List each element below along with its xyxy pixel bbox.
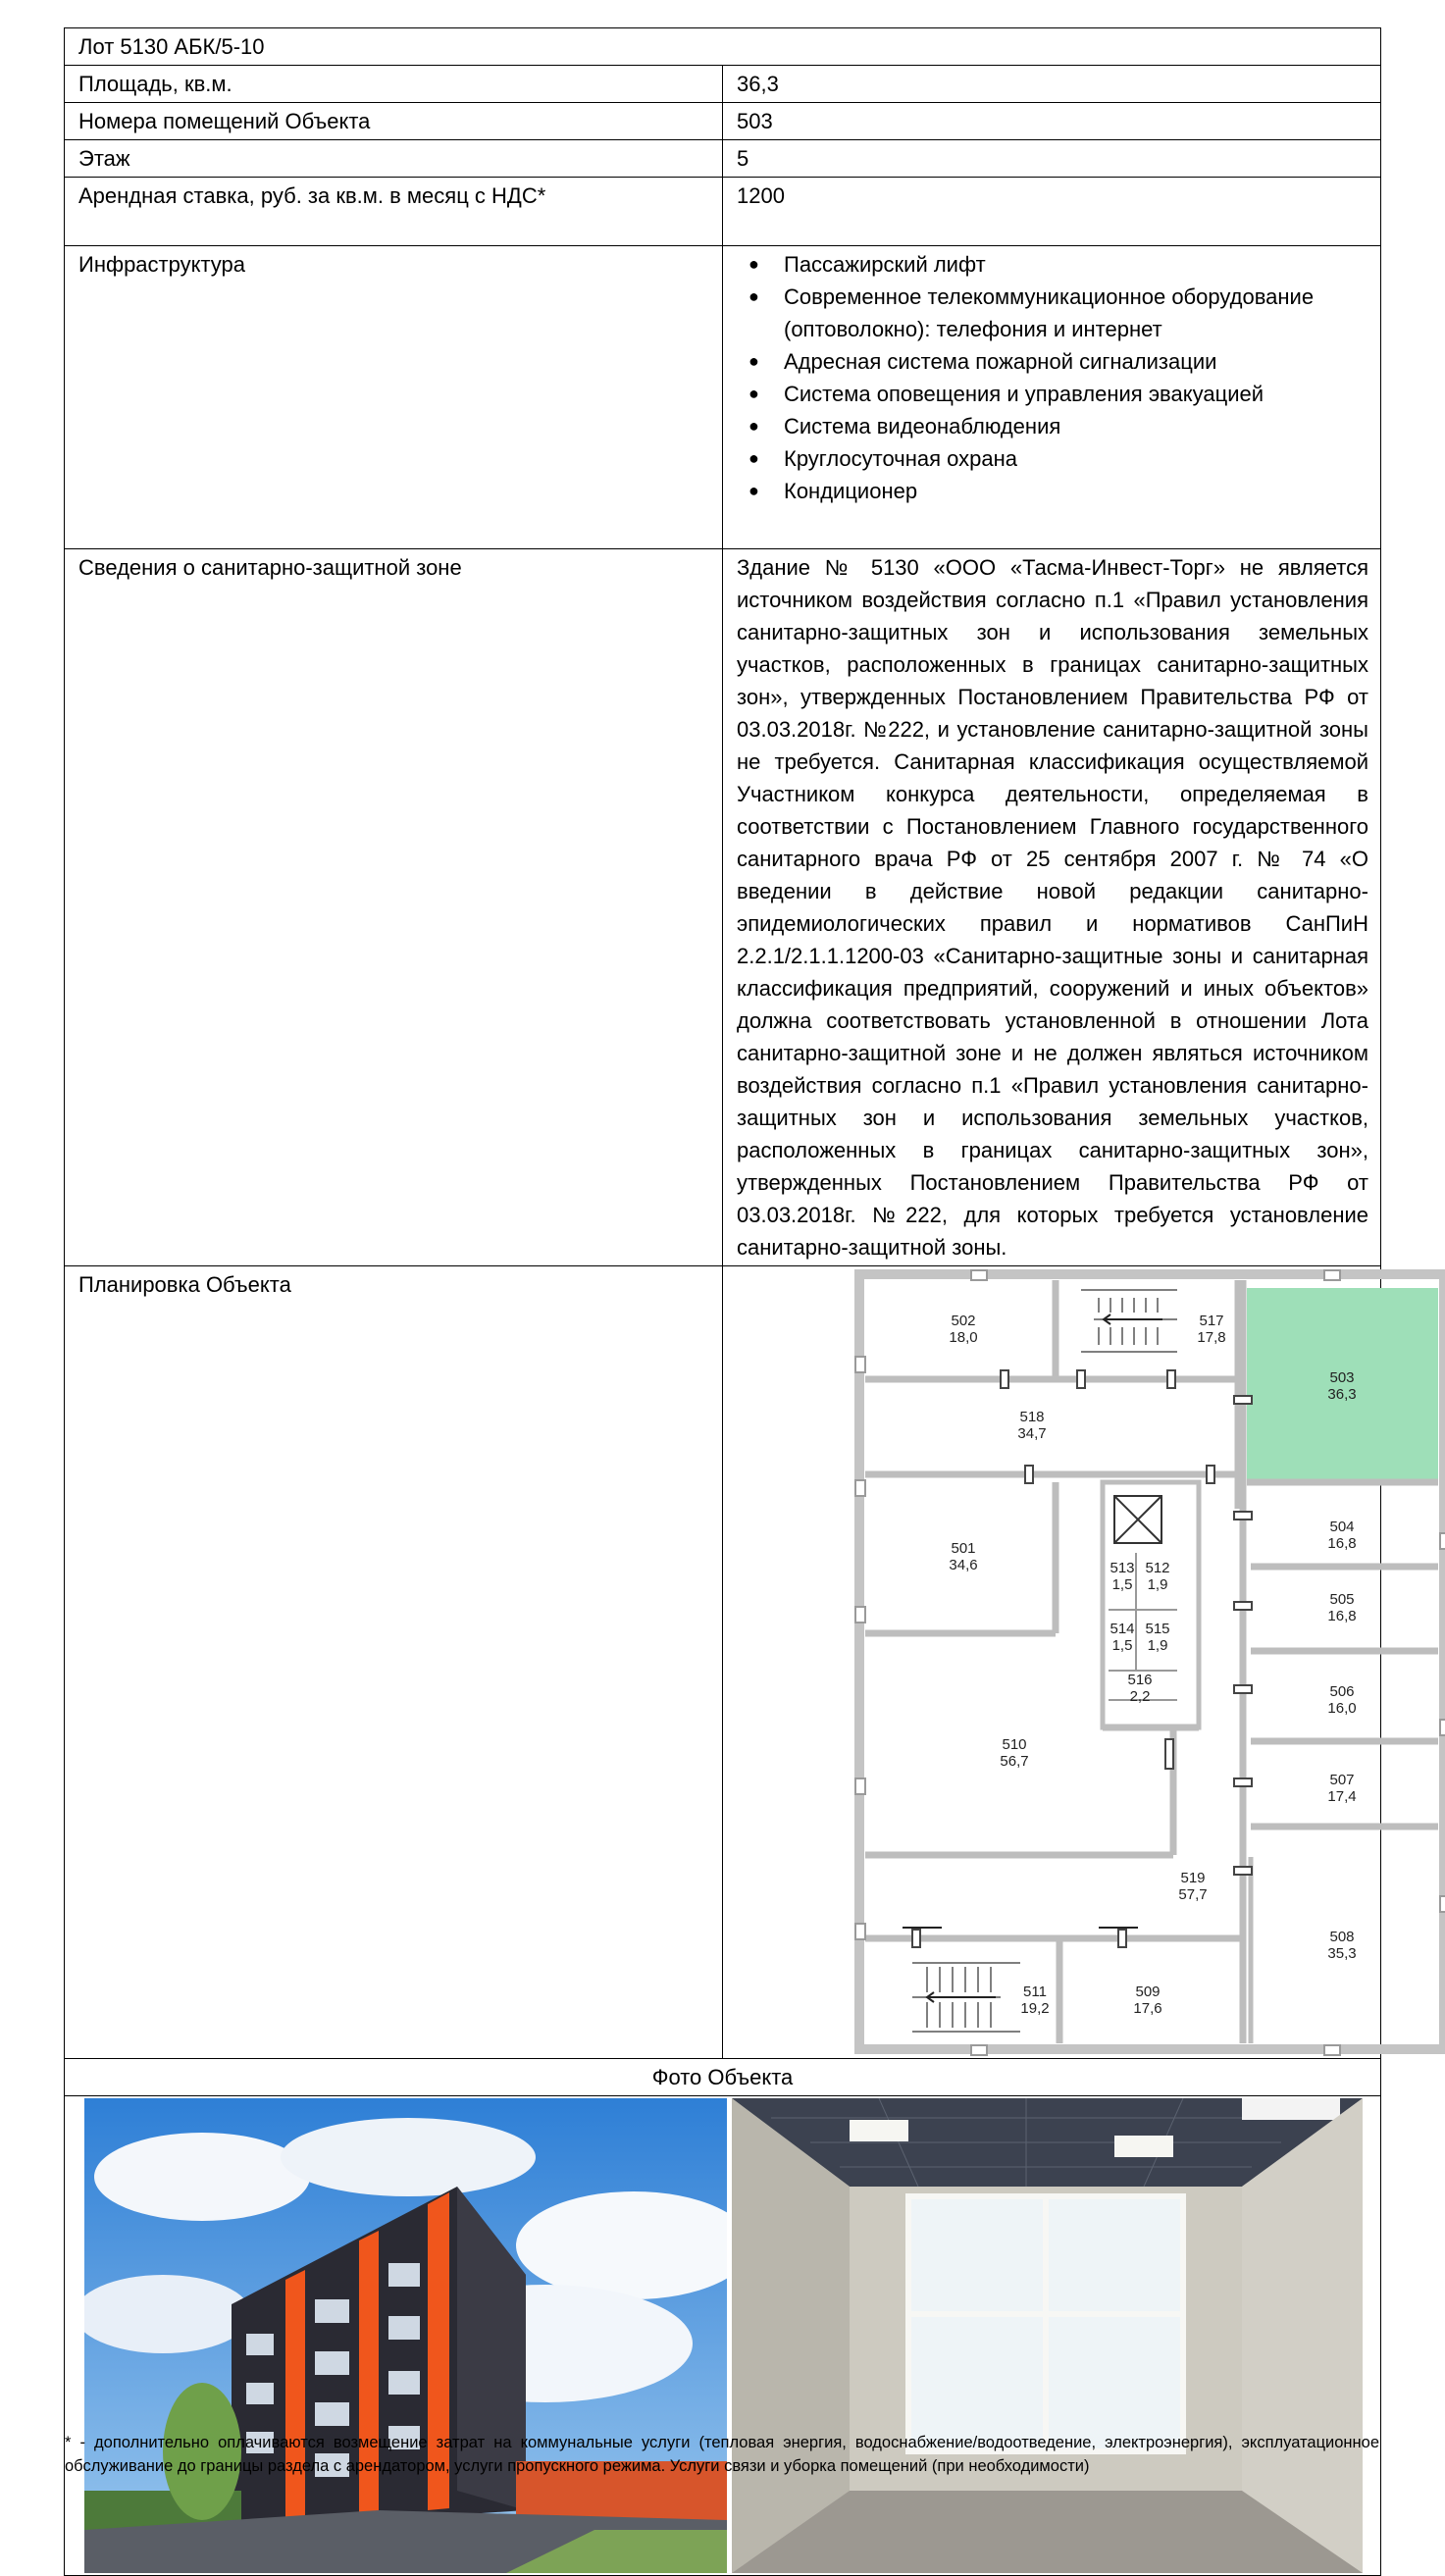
infrastructure-label: Инфраструктура <box>65 246 723 549</box>
sanitary-label: Сведения о санитарно-защитной зоне <box>65 549 723 1266</box>
footnote: * - дополнительно оплачиваются возмещение затрат на коммунальные услуги (тепловая энергия, водоснабжение/водоотведение, электроэнергия), эксплуатационное обслуживание до границы раздела с арендатором, услуги пропускного режима. Услуги связи и уборка помещений (при необходимости) <box>65 2434 1379 2475</box>
room-label-513: 513 1,5 <box>1110 1560 1135 1593</box>
room-label-511: 511 19,2 <box>1020 1984 1050 2017</box>
photos-cell <box>65 2096 1381 2576</box>
floor-value: 5 <box>723 140 1381 178</box>
area-value: 36,3 <box>723 66 1381 103</box>
list-item: ● Адресная система пожарной сигнализации <box>748 349 1217 374</box>
rooms-value: 503 <box>723 103 1381 140</box>
room-label-501: 501 34,6 <box>949 1540 978 1573</box>
room-label-514: 514 1,5 <box>1110 1621 1135 1654</box>
floor-plan <box>853 1268 1445 2057</box>
sanitary-text: Здание № 5130 «ООО «Тасма-Инвест-Торг» не является источником воздействия согласно п.1 «Правил установления санитарно-защитных зон и использования земельных участков, расположенных в границах санитарно-защитных зон», утвержденных Постановлением Правительства РФ от 03.03.2018г. №222, и установление санитарно-защитной зоны не требуется. Санитарная классификация осуществляемой Участником конкурса деятельности, определяемая в соответствии с Постановлением Главного государственного санитарного врача РФ от 25 сентября 2007 г. № 74 «О введении в действие новой редакции санитарно-эпидемиологических правил и нормативов СанПиН 2.2.1/2.1.1.1200-03 «Санитарно-защитные зоны и санитарная классификация предприятий, сооружений и иных объектов» должна соответствовать установленной в отношении Лота санитарно-защитной зоне и не должен являться источником воздействия согласно п.1 «Правил установления санитарно-защитных зон и использования земельных участков, расположенных в границах санитарно-защитных зон», утвержденных Постановлением Правительства РФ от 03.03.2018г. №222, для которых требуется установление санитарно-защитной зоны. <box>723 549 1381 1266</box>
list-item: ● Система видеонаблюдения <box>748 414 1061 438</box>
document <box>64 27 1381 2576</box>
room-label-509: 509 17,6 <box>1133 1984 1162 2017</box>
rooms-label: Номера помещений Объекта <box>65 103 723 140</box>
list-item: ● Пассажирский лифт <box>748 252 986 277</box>
room-label-512: 512 1,9 <box>1145 1560 1170 1593</box>
room-label-510: 510 56,7 <box>1000 1736 1029 1770</box>
list-item: ● Кондиционер <box>748 479 918 503</box>
rent-value: 1200 <box>723 178 1381 246</box>
room-label-519: 519 57,7 <box>1178 1870 1208 1903</box>
room-photo <box>732 2098 1363 2573</box>
floor-label: Этаж <box>65 140 723 178</box>
building-photo <box>84 2098 727 2573</box>
plan-cell <box>723 1266 1381 2059</box>
room-label-517: 517 17,8 <box>1197 1313 1226 1346</box>
room-label-503: 503 36,3 <box>1327 1369 1357 1403</box>
room-label-505: 505 16,8 <box>1327 1591 1357 1624</box>
photos-title: Фото Объекта <box>65 2059 1381 2096</box>
area-label: Площадь, кв.м. <box>65 66 723 103</box>
room-label-507: 507 17,4 <box>1327 1772 1357 1805</box>
list-item: ● Круглосуточная охрана <box>748 446 1017 471</box>
list-item: ● Современное телекоммуникационное оборудование (оптоволокно): телефония и интернет <box>748 284 1315 341</box>
room-label-502: 502 18,0 <box>949 1313 978 1346</box>
elevator-icon <box>1114 1496 1161 1543</box>
plan-label: Планировка Объекта <box>65 1266 723 2059</box>
room-label-515: 515 1,9 <box>1145 1621 1170 1654</box>
room-label-518: 518 34,7 <box>1017 1409 1047 1442</box>
rent-label: Арендная ставка, руб. за кв.м. в месяц с НДС* <box>65 178 723 246</box>
lot-title: Лот 5130 АБК/5-10 <box>65 28 1381 66</box>
room-label-508: 508 35,3 <box>1327 1929 1357 1962</box>
room-label-516: 516 2,2 <box>1127 1672 1153 1705</box>
infrastructure-list <box>737 248 1368 546</box>
list-item: ● Система оповещения и управления эвакуацией <box>748 382 1264 406</box>
room-label-506: 506 16,0 <box>1327 1683 1357 1717</box>
room-label-504: 504 16,8 <box>1327 1519 1357 1552</box>
lot-table <box>64 27 1381 2576</box>
infrastructure-cell <box>723 246 1381 549</box>
stairs-top <box>1081 1290 1177 1352</box>
